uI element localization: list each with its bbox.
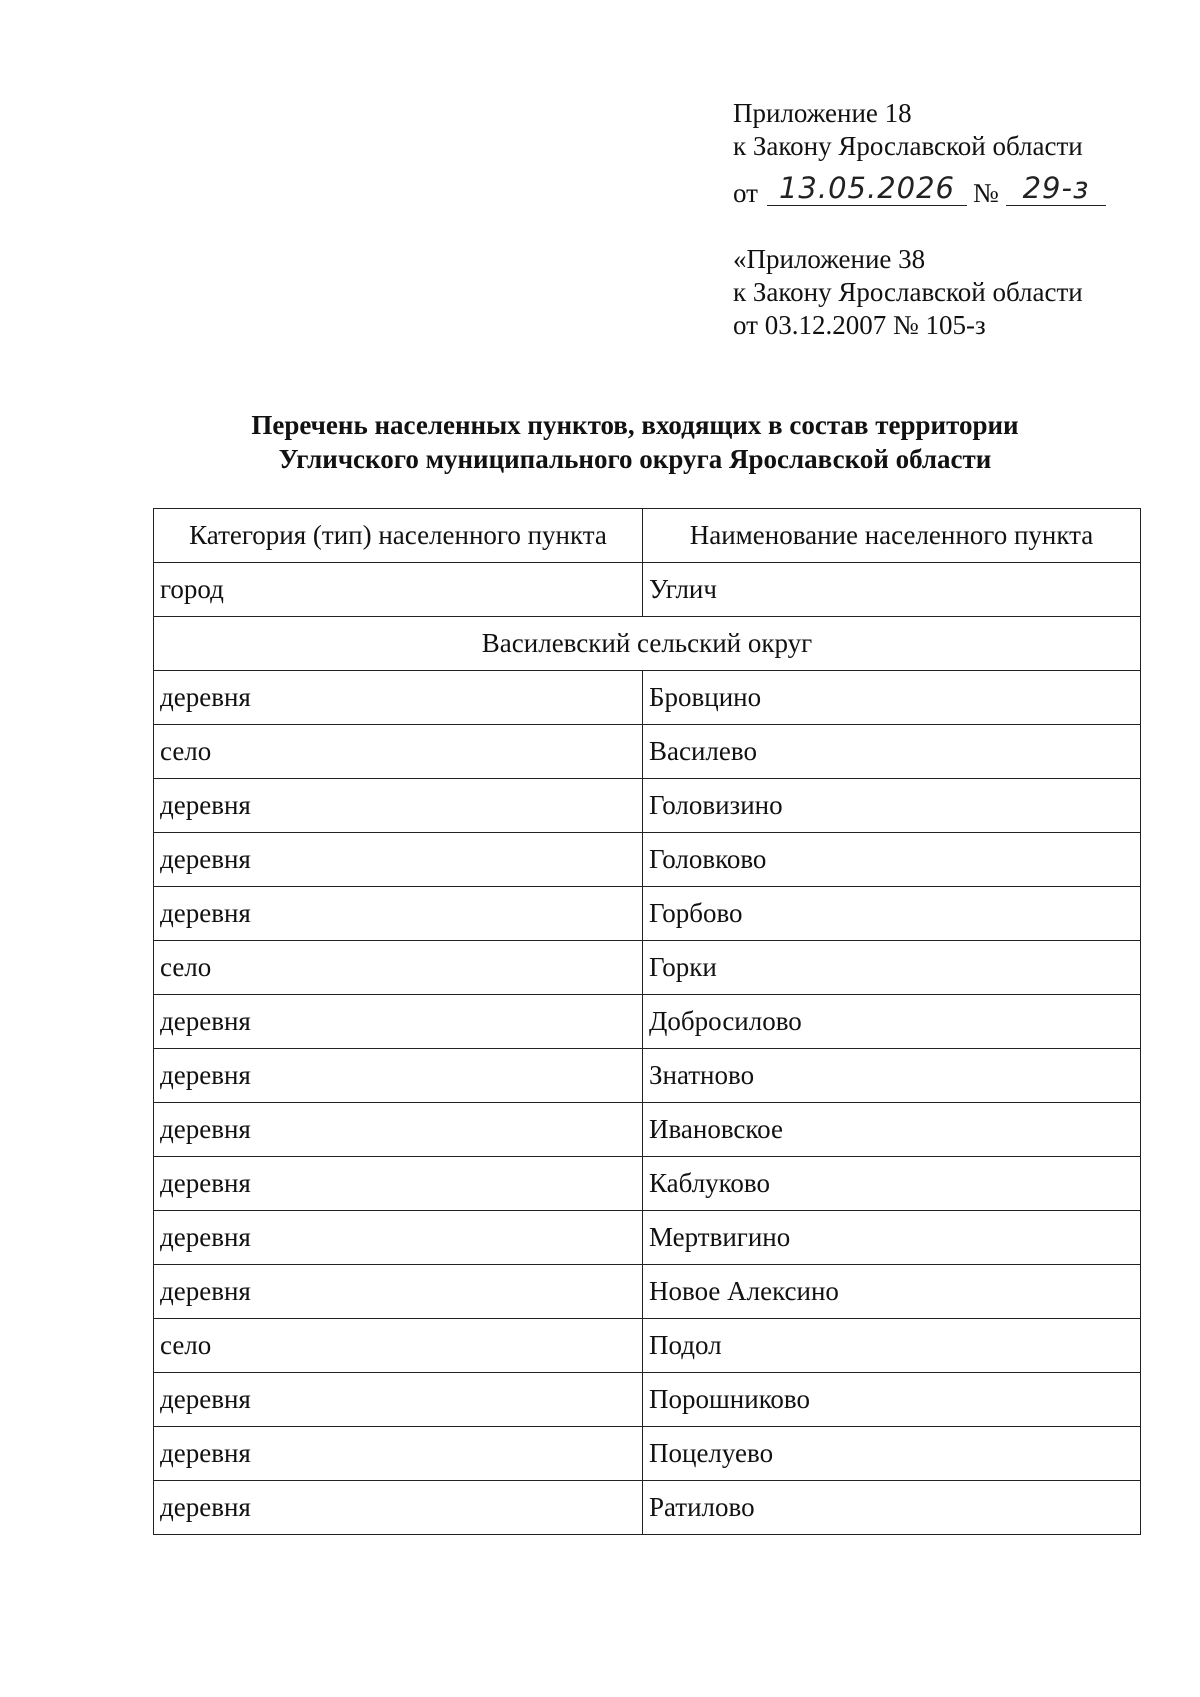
amended-appendix-law: к Закону Ярославской области [733,277,1083,307]
title-line-2: Угличского муниципального округа Ярославской области [278,444,992,474]
appendix-date-number-row [733,171,1173,221]
cell-category: деревня [154,1103,643,1157]
table-row [154,1373,1141,1427]
cell-name: Головково [643,833,1141,887]
cell-category: деревня [154,1211,643,1265]
handwritten-date: 13.05.2026 [767,171,967,206]
cell-category: деревня [154,833,643,887]
amended-appendix-number: «Приложение 38 [733,244,926,274]
cell-name: Василево [643,725,1141,779]
table-subheading-row [154,617,1141,671]
appendix-number: Приложение 18 [733,98,912,128]
number-label: № [973,178,999,208]
settlements-table [153,508,1141,1535]
from-label: от [733,178,758,208]
table-row [154,1049,1141,1103]
table-row [154,671,1141,725]
cell-category: деревня [154,1481,643,1535]
cell-name: Бровцино [643,671,1141,725]
cell-category: деревня [154,995,643,1049]
table-row [154,1481,1141,1535]
table-row [154,941,1141,995]
handwritten-number: 29-з [1006,171,1106,206]
cell-name: Добросилово [643,995,1141,1049]
table-row [154,779,1141,833]
table-row [154,995,1141,1049]
cell-name: Мертвигино [643,1211,1141,1265]
title-line-1: Перечень населенных пунктов, входящих в состав территории [251,410,1019,440]
cell-name: Подол [643,1319,1141,1373]
cell-category: село [154,1319,643,1373]
cell-category: город [154,563,643,617]
cell-name: Горки [643,941,1141,995]
cell-category: деревня [154,1157,643,1211]
appendix-block [733,97,1173,342]
cell-category: деревня [154,671,643,725]
table-row [154,725,1141,779]
table-header-row [154,509,1141,563]
cell-name: Новое Алексино [643,1265,1141,1319]
appendix-law-reference: к Закону Ярославской области [733,131,1083,161]
table-row [154,1427,1141,1481]
cell-name: Знатново [643,1049,1141,1103]
cell-name: Горбово [643,887,1141,941]
table-row-city [154,563,1141,617]
amended-appendix-date: от 03.12.2007 № 105-з [733,310,986,340]
table-row [154,1157,1141,1211]
cell-category: деревня [154,1373,643,1427]
cell-name: Каблуково [643,1157,1141,1211]
document-title [0,408,1200,476]
cell-name: Порошниково [643,1373,1141,1427]
header-category: Категория (тип) населенного пункта [154,509,643,563]
table-row [154,1265,1141,1319]
cell-name: Ратилово [643,1481,1141,1535]
table-row [154,1103,1141,1157]
cell-category: село [154,725,643,779]
header-name: Наименование населенного пункта [643,509,1141,563]
cell-name: Поцелуево [643,1427,1141,1481]
table-row [154,1211,1141,1265]
cell-category: село [154,941,643,995]
table-row [154,887,1141,941]
cell-name: Ивановское [643,1103,1141,1157]
cell-category: деревня [154,1049,643,1103]
cell-name: Углич [643,563,1141,617]
cell-category: деревня [154,1427,643,1481]
cell-category: деревня [154,779,643,833]
table-row [154,833,1141,887]
cell-category: деревня [154,1265,643,1319]
table-row [154,1319,1141,1373]
rural-district-heading: Василевский сельский округ [154,617,1141,671]
cell-name: Головизино [643,779,1141,833]
cell-category: деревня [154,887,643,941]
